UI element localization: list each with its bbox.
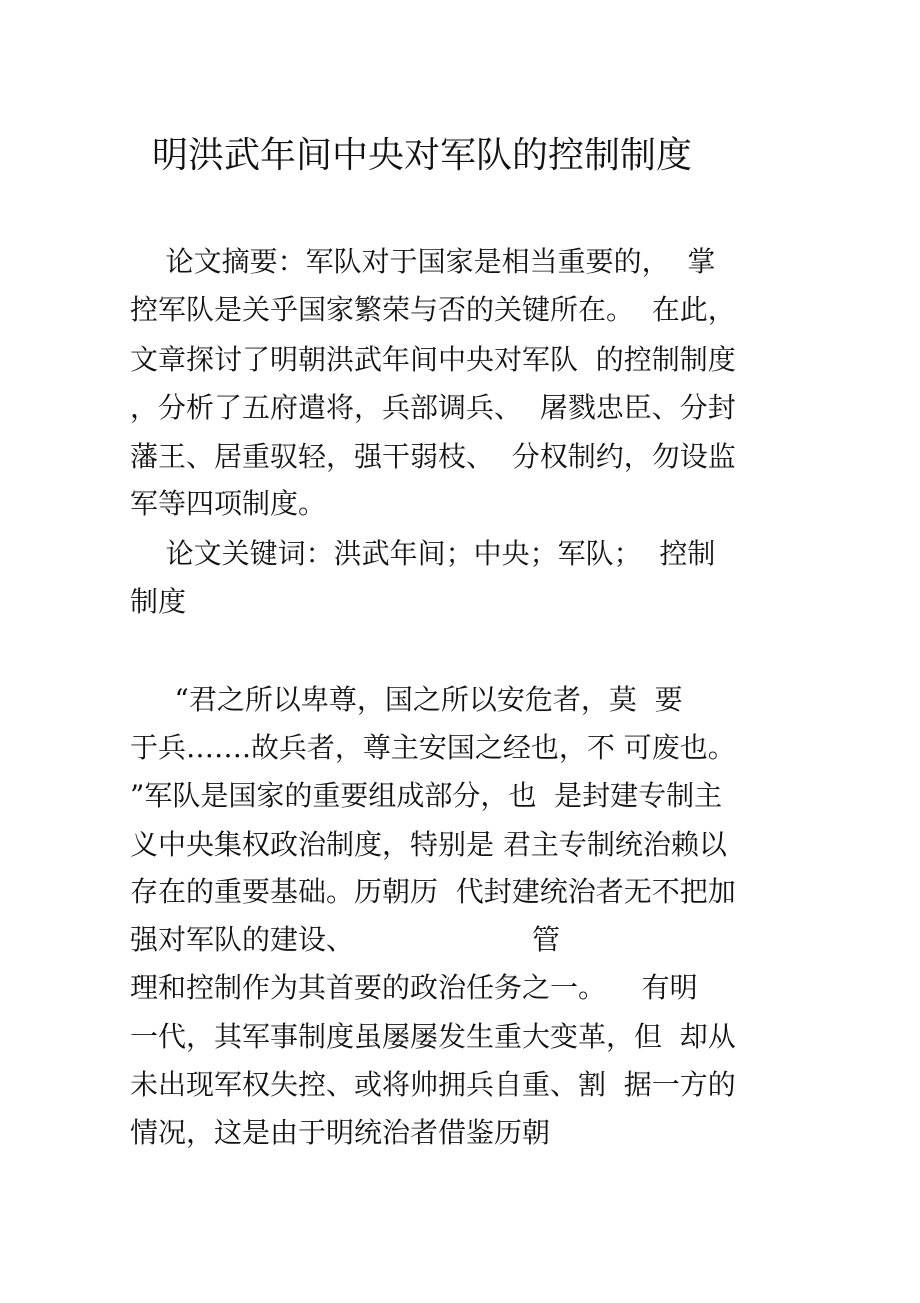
- body-line: 未出现军权失控、或将帅拥兵自重、割 据一方的: [130, 1068, 736, 1101]
- body-line: 一代，其军事制度虽屡屡发生重大变革，但 却从: [130, 1020, 736, 1053]
- document-title: 明洪武年间中央对军队的控制制度: [152, 135, 693, 176]
- body-line: “君之所以卑尊，国之所以安危者，莫 要: [130, 683, 683, 716]
- abstract-line: 文章探讨了明朝洪武年间中央对军队 的控制制度: [130, 343, 736, 376]
- abstract-line: 军等四项制度。: [130, 487, 327, 520]
- abstract-line: ，分析了五府遣将，兵部调兵、 屠戮忠臣、分封: [130, 391, 736, 424]
- keywords-line: 制度: [130, 585, 187, 618]
- abstract-line: 藩王、居重驭轻，强干弱枝、 分权制约，勿设监: [130, 440, 736, 473]
- body-line: 于兵…….故兵者，尊主安国之经也，不 可废也。: [130, 731, 736, 764]
- body-line: 理和控制作为其首要的政治任务之一。 有明: [130, 971, 698, 1004]
- body-line: ”军队是国家的重要组成部分，也 是封建专制主: [130, 779, 723, 812]
- body-line: 存在的重要基础。历朝历 代封建统治者无不把加: [130, 875, 736, 908]
- body-line: 强对军队的建设、 管: [130, 923, 561, 956]
- abstract-line: 论文摘要：军队对于国家是相当重要的， 掌: [130, 245, 716, 278]
- body-line: 情况，这是由于明统治者借鉴历朝: [130, 1116, 551, 1149]
- body-line: 义中央集权政治制度，特别是 君主专制统治赖以: [130, 828, 727, 861]
- keywords-line: 论文关键词：洪武年间；中央；军队； 控制: [130, 537, 716, 570]
- abstract-line: 控军队是关乎国家繁荣与否的关键所在。 在此，: [130, 293, 736, 326]
